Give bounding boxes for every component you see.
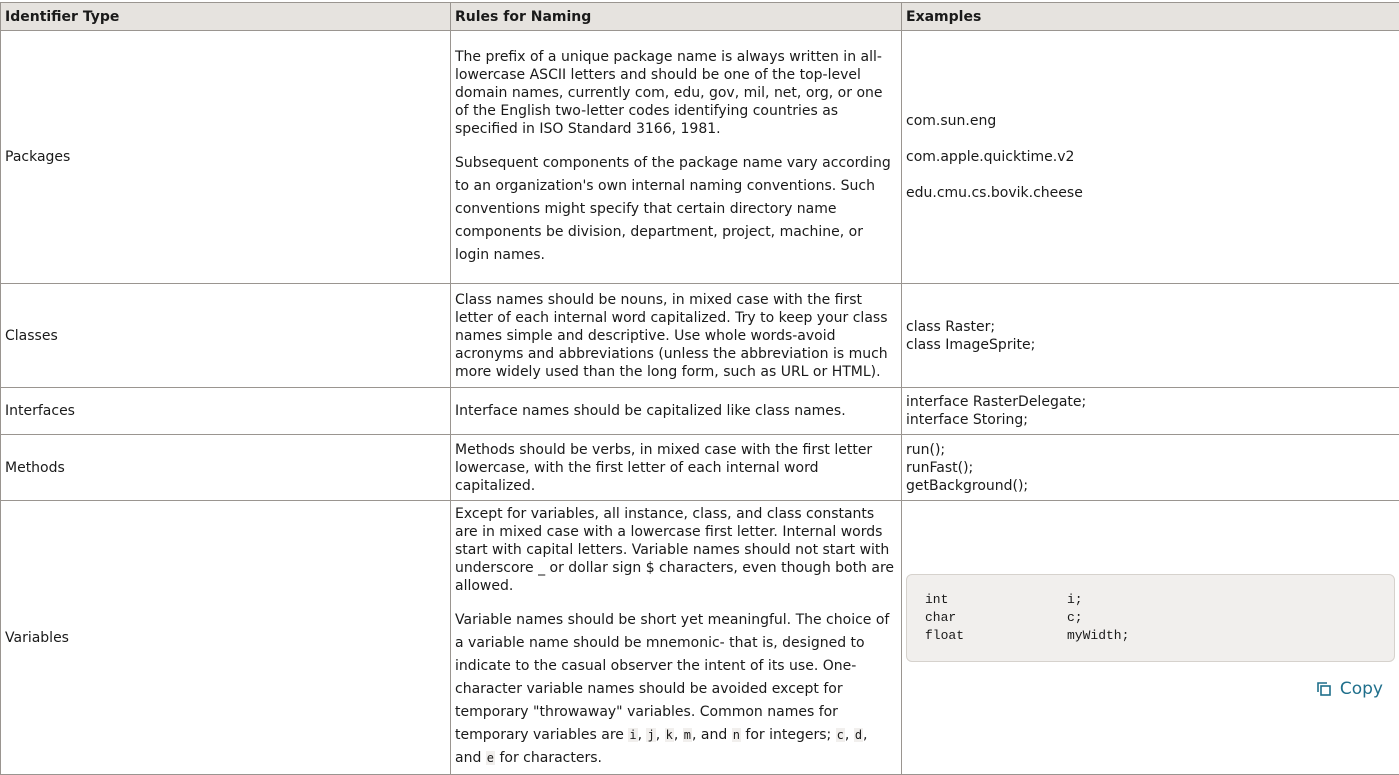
int-suffix: for integers;: [741, 727, 836, 743]
cell-rules-packages: [451, 31, 902, 284]
cell-rules-classes: [451, 284, 902, 388]
cell-rules-interfaces: [451, 388, 902, 435]
rule-paragraph: Class names should be nouns, in mixed case with the first letter of each internal word capitalized. Try to keep your class names simple and descriptive. Use whole words-avoid acronyms and abbreviations (unless the abbreviation is much more widely used than the long form, such as URL or HTML).: [455, 291, 897, 381]
example-line: com.sun.eng: [906, 112, 1395, 130]
cell-examples-variables: [902, 501, 1399, 775]
example-line: class ImageSprite;: [906, 336, 1395, 354]
inline-code-var: k: [665, 728, 674, 742]
table-row-packages: [1, 31, 1399, 284]
rule-paragraph: Methods should be verbs, in mixed case with the first letter lowercase, with the first letter of each internal word capitalized.: [455, 441, 897, 495]
code-var: c;: [1067, 609, 1083, 627]
cell-rules-methods: [451, 435, 902, 501]
cell-examples-classes: [902, 284, 1399, 388]
copy-icon: [1316, 681, 1332, 697]
code-type: char: [925, 609, 1067, 627]
cell-rules-variables: [451, 501, 902, 775]
example-line: run();: [906, 441, 1395, 459]
inline-code-var: i: [628, 728, 637, 742]
header-examples: Examples: [902, 3, 1399, 31]
copy-row: [906, 680, 1395, 702]
inline-code-var: m: [683, 728, 692, 742]
code-line: [925, 609, 1376, 627]
table-row-classes: [1, 284, 1399, 388]
inline-code-var: n: [732, 728, 741, 742]
example-line: edu.cmu.cs.bovik.cheese: [906, 184, 1395, 202]
example-line: class Raster;: [906, 318, 1395, 336]
code-var: myWidth;: [1067, 627, 1129, 645]
rule-paragraph: Interface names should be capitalized like class names.: [455, 402, 897, 420]
cell-type-interfaces: Interfaces: [1, 388, 451, 435]
example-line: interface Storing;: [906, 411, 1395, 429]
naming-conventions-table: [0, 2, 1399, 775]
cell-type-classes: Classes: [1, 284, 451, 388]
cell-type-packages: Packages: [1, 31, 451, 284]
cell-examples-interfaces: [902, 388, 1399, 435]
example-line: runFast();: [906, 459, 1395, 477]
rule-paragraph-temp-vars: [455, 609, 897, 770]
table-row-interfaces: [1, 388, 1399, 435]
cell-examples-methods: [902, 435, 1399, 501]
table-row-methods: [1, 435, 1399, 501]
code-block: [906, 574, 1395, 662]
inline-code-var: j: [646, 728, 655, 742]
example-line: getBackground();: [906, 477, 1395, 495]
inline-code-var: c: [836, 728, 845, 742]
copy-button[interactable]: [1316, 680, 1383, 698]
inline-code-var: d: [854, 728, 863, 742]
code-line: [925, 591, 1376, 609]
separator: ,: [674, 727, 683, 743]
code-type: float: [925, 627, 1067, 645]
separator: , and: [692, 727, 732, 743]
cell-examples-packages: [902, 31, 1399, 284]
cell-type-variables: Variables: [1, 501, 451, 775]
temp-vars-text: Variable names should be short yet meaningful. The choice of a variable name should be mnemonic- that is, designed to indicate to the casual observer the intent of its use. One-character variable names should be avoided except for temporary "throwaway" variables. Common names for temporary variables are: [455, 612, 889, 743]
rule-paragraph: Subsequent components of the package name vary according to an organization's own internal naming conventions. Such conventions might specify that certain directory name components be division, department, project, machine, or login names.: [455, 152, 897, 267]
header-identifier-type: Identifier Type: [1, 3, 451, 31]
separator: ,: [638, 727, 647, 743]
separator: ,: [845, 727, 854, 743]
example-line: interface RasterDelegate;: [906, 393, 1395, 411]
table-header-row: [1, 3, 1399, 31]
inline-code-var: e: [486, 751, 495, 765]
code-var: i;: [1067, 591, 1083, 609]
copy-label: Copy: [1340, 680, 1383, 698]
table-row-variables: [1, 501, 1399, 775]
code-line: [925, 627, 1376, 645]
example-line: com.apple.quicktime.v2: [906, 148, 1395, 166]
separator: ,: [656, 727, 665, 743]
separator: , and: [455, 727, 868, 766]
cell-type-methods: Methods: [1, 435, 451, 501]
code-pre: [925, 591, 1376, 645]
code-type: int: [925, 591, 1067, 609]
char-suffix: for characters.: [495, 750, 602, 766]
rule-paragraph: Except for variables, all instance, class, and class constants are in mixed case with a lowercase first letter. Internal words start with capital letters. Variable names should not start with underscore _ or dollar sign $ characters, even though both are allowed.: [455, 505, 897, 595]
rule-paragraph: The prefix of a unique package name is always written in all-lowercase ASCII letters and should be one of the top-level domain names, currently com, edu, gov, mil, net, org, or one of the English two-letter codes identifying countries as specified in ISO Standard 3166, 1981.: [455, 48, 897, 138]
header-rules-for-naming: Rules for Naming: [451, 3, 902, 31]
